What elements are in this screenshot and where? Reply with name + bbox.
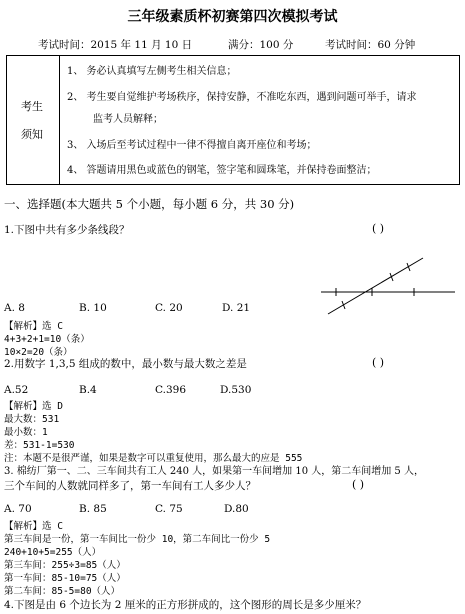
answer-paren: ( ) [352, 478, 365, 491]
question-2-text: 2.用数字 1,3,5 组成的数中，最小数与最大数之差是 [4, 358, 247, 370]
analysis-line: 注：本题不是很严谨，如果是数字可以重复使用，那么最大的应是 555 [4, 453, 303, 464]
full-score: 满分：100 分 [228, 39, 294, 51]
analysis-line: 第一车间：85-10=75（人） [4, 573, 126, 584]
exam-date: 考试时间：2015 年 11 月 10 日 [38, 39, 193, 51]
analysis-line: 第三车间是一份，第一车间比一份少 10，第二车间比一份少 5 [4, 534, 271, 545]
option-b: B. 10 [79, 302, 107, 314]
section-heading: 一、选择题(本大题共 5 个小题，每小题 6 分，共 30 分) [4, 197, 295, 211]
notice-item: 监考人员解释； [93, 114, 163, 125]
analysis-line: 【解析】选 D [4, 401, 63, 412]
question-3-text: 3. 棉纺厂第一、二、三车间共有工人 240 人，如果第一车间增加 10 人，第二车间增加 5 人， [4, 466, 424, 477]
analysis-line: 【解析】选 C [4, 321, 63, 332]
notice-item: 1、 务必认真填写左侧考生相关信息； [67, 66, 237, 77]
notice-side-cell [7, 56, 60, 184]
analysis-line: 10×2=20（条） [4, 347, 73, 358]
option-a: A.52 [4, 384, 29, 396]
option-b: B.4 [79, 384, 97, 396]
notice-item: 3、 入场后至考试过程中一律不得擅自离开座位和考场； [67, 140, 317, 151]
analysis-line: 第三车间：255÷3=85（人） [4, 560, 126, 571]
question-1-text: 1.下图中共有多少条线段？ [4, 224, 130, 236]
notice-item: 4、 答题请用黑色或蓝色的钢笔，签字笔和圆珠笔，并保持卷面整洁； [67, 165, 377, 176]
analysis-line: 最小数：1 [4, 427, 48, 438]
line-segments-figure [318, 256, 458, 316]
option-c: C. 75 [155, 503, 183, 515]
question-4-text: 4.下图是由 6 个边长为 2 厘米的正方形拼成的，这个图形的周长是多少厘米？ [4, 599, 367, 611]
option-b: B. 85 [79, 503, 107, 515]
analysis-line: 240+10+5=255（人） [4, 547, 102, 558]
option-d: D.530 [220, 384, 252, 396]
exam-duration: 考试时间：60 分钟 [325, 39, 416, 51]
exam-notice-box [6, 55, 460, 185]
option-c: C. 20 [155, 302, 183, 314]
notice-side-label-2: 须知 [21, 128, 43, 141]
analysis-line: 差：531-1=530 [4, 440, 75, 451]
exam-title: 三年级素质杯初赛第四次模拟考试 [127, 9, 338, 25]
option-d: D. 21 [222, 302, 251, 314]
option-d: D.80 [224, 503, 249, 515]
option-a: A. 8 [4, 302, 25, 314]
option-c: C.396 [155, 384, 187, 396]
notice-item: 2、 考生要自觉维护考场秩序，保持安静，不准吃东西，遇到问题可举手，请求 [67, 92, 417, 103]
answer-paren: ( ) [372, 356, 385, 369]
option-a: A. 70 [4, 503, 32, 515]
analysis-line: 【解析】选 C [4, 521, 63, 532]
analysis-line: 第二车间：85-5=80（人） [4, 586, 121, 597]
answer-paren: ( ) [372, 222, 385, 235]
notice-side-label-1: 考生 [21, 100, 43, 113]
question-3-text-cont: 三个车间的人数就同样多了，第一车间有工人多少人？ [4, 480, 256, 492]
analysis-line: 最大数：531 [4, 414, 60, 425]
analysis-line: 4+3+2+1=10（条） [4, 334, 90, 345]
